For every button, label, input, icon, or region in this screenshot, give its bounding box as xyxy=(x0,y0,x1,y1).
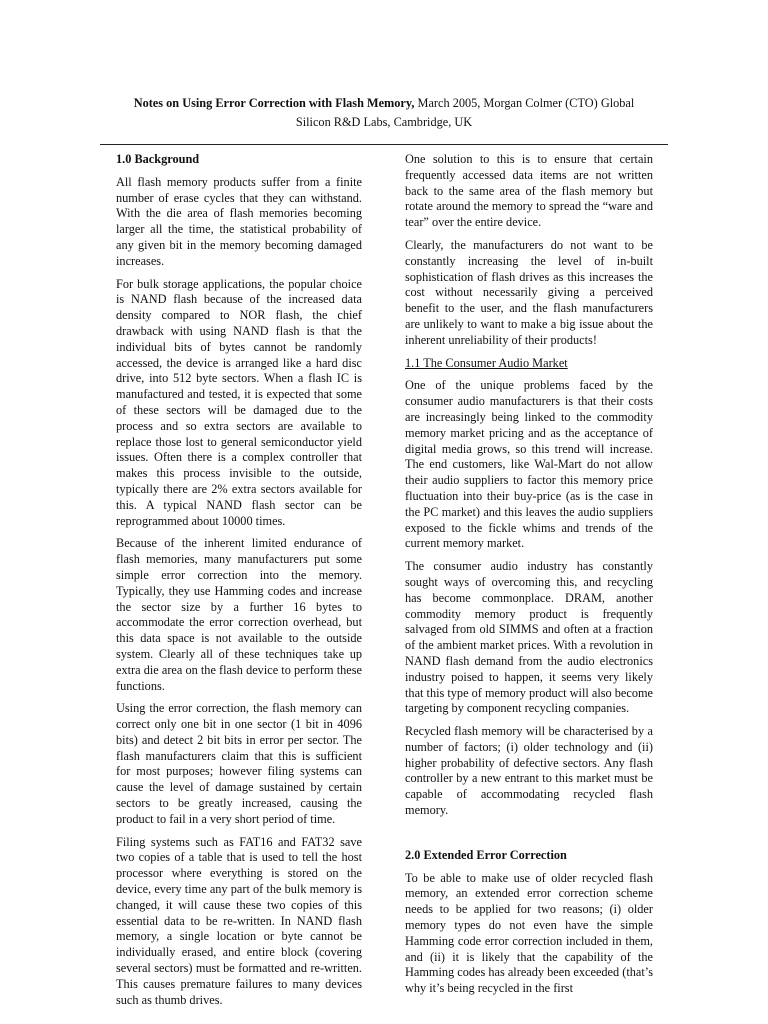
paragraph: Using the error correction, the flash memory can correct only one bit in one sector (1 bit in 4096 bits) and detect 2 bit bits in error per sector. The flash manufacturers claim that this is sufficient for most purposes; however filing systems can cause the level of damage sustained by certain sectors to be greatly increased, causing the product to fail in a very short period of time. xyxy=(116,701,362,826)
right-column xyxy=(405,152,653,1004)
paragraph: The consumer audio industry has constantly sought ways of overcoming this, and recycling has become commonplace. DRAM, another commodity memory product is frequently salvaged from old SIMMS and often at a fraction of the ambient market prices. With a revolution in NAND flash demand from the audio electronics industry poised to happen, it seems very likely that this type of memory product will also become targeting by component recycling companies. xyxy=(405,559,653,716)
paragraph: To be able to make use of older recycled flash memory, an extended error correction scheme needs to be applied for two reasons; (i) older memory types do not even have the simple Hamming code error correction included in them, and (ii) it is likely that the capability of the Hamming codes has already been exceeded (that’s why it’s being recycled in the first xyxy=(405,870,653,996)
left-column xyxy=(116,152,362,1015)
section-spacer xyxy=(405,826,653,848)
section-heading-extended-error-correction: 2.0 Extended Error Correction xyxy=(405,847,567,862)
paragraph: Because of the inherent limited endurance of flash memories, many manufacturers put some simple error correction into the memory. Typically, they use Hamming codes and increase the sector size by a further 16 bytes to accommodate the error correction overhead, but this data space is not available to the outside system. Clearly all of these techniques take up extra die area on the flash device to perform these functions. xyxy=(116,536,362,693)
header-divider xyxy=(100,144,668,145)
paragraph: Recycled flash memory will be characterised by a number of factors; (i) older technology and (ii) higher probability of defective sectors. Any flash controller by a new entrant to this market must be capable of accommodating recycled flash memory. xyxy=(405,724,653,818)
paragraph: Filing systems such as FAT16 and FAT32 save two copies of a table that is used to tell the host processor where everything is stored on the device, every time any part of the bulk memory is changed, it will cause these two copies of this essential data to be re-written. In NAND flash memory, a single location or byte cannot be individually erased, and entire block (covering several sectors) must be formatted and re-written. This causes premature failures to many devices such as thumb drives. xyxy=(116,834,362,1007)
document-title: Notes on Using Error Correction with Flash Memory, xyxy=(133,96,415,110)
paragraph: One of the unique problems faced by the consumer audio manufacturers is that their costs are increasingly being linked to the commodity memory market pricing and as the acceptance of digital media grows, so this trend will increase. The end customers, like Wal-Mart do not allow their audio suppliers to factor this memory price fluctuation into their buy-price (as is the case in the PC market) and this leaves the audio suppliers exposed to the fickle whims and trends of the current memory market. xyxy=(405,378,653,551)
document-byline: March 2005, Morgan Colmer (CTO) Global xyxy=(414,96,635,110)
section-heading-background: 1.0 Background xyxy=(116,152,200,166)
paragraph: One solution to this is to ensure that certain frequently accessed data items are not written back to the same area of the flash memory but rotate around the memory to spread the “ware and tear” over the entire device. xyxy=(405,152,653,230)
document-affiliation: Silicon R&D Labs, Cambridge, UK xyxy=(295,115,473,129)
document-header xyxy=(100,94,668,132)
paragraph: Clearly, the manufacturers do not want to be constantly increasing the level of in-built sophistication of flash drives as this increases the cost without necessarily giving a perceived benefit to the user, and the flash manufacturers are unlikely to want to make a big issue about the inherent unreliability of their products! xyxy=(405,237,653,347)
paragraph: For bulk storage applications, the popular choice is NAND flash because of the increased data density compared to NOR flash, the chief drawback with using NAND flash is that the individual bits of bytes cannot be randomly accessed, the device is arranged like a hard disc drive, into 512 byte sectors. When a flash IC is manufactured and tested, it is expected that some of these sectors will be damaged due to the process and so extra sectors are available to replace those lost to general semiconductor yield issues. Often there is a complex controller that makes this process invisible to the outside, typically there are 2% extra sectors available for this. A typical NAND flash sector can be reprogrammed about 10000 times. xyxy=(116,276,362,528)
subsection-heading-consumer-audio: 1.1 The Consumer Audio Market xyxy=(405,355,568,370)
paragraph: All flash memory products suffer from a finite number of erase cycles that they can withstand. With the die area of flash memories becoming larger all the time, the statistical probability of any given bit in the memory becoming damaged increases. xyxy=(116,174,362,268)
